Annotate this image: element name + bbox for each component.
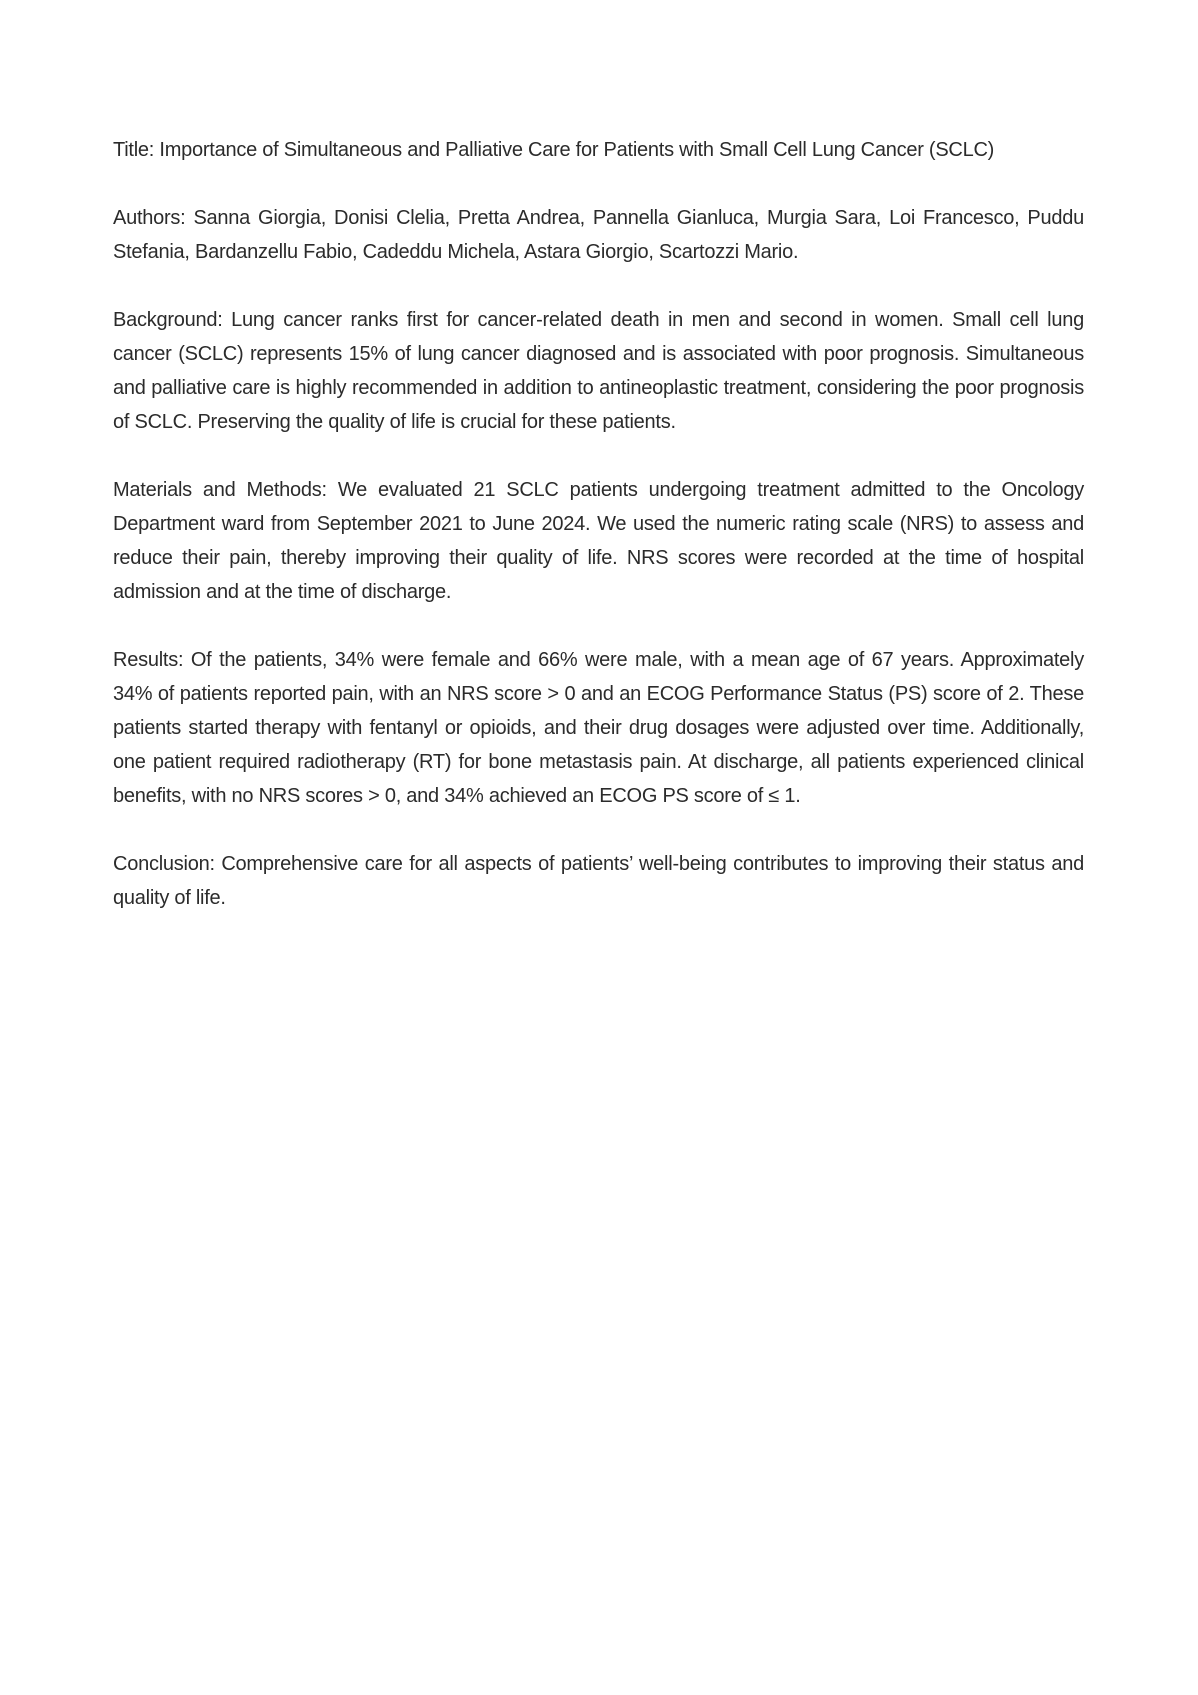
authors-paragraph: Authors: Sanna Giorgia, Donisi Clelia, Pretta Andrea, Pannella Gianluca, Murgia Sara, Loi Francesco, Puddu Stefania, Bardanzellu Fabio, Cadeddu Michela, Astara Giorgio, Scartozzi Mario. bbox=[113, 207, 1084, 263]
document-title: Title: Importance of Simultaneous and Palliative Care for Patients with Small Cell Lung Cancer (SCLC) bbox=[113, 139, 995, 161]
conclusion-paragraph: Conclusion: Comprehensive care for all aspects of patients’ well-being contributes to improving their status and quality of life. bbox=[113, 853, 1084, 909]
background-paragraph: Background: Lung cancer ranks first for cancer-related death in men and second in women. Small cell lung cancer (SCLC) represents 15% of lung cancer diagnosed and is associated with poor prognosis. Simultaneous and palliative care is highly recommended in addition to antineoplastic treatment, considering the poor prognosis of SCLC. Preserving the quality of life is crucial for these patients. bbox=[113, 309, 1084, 433]
results-paragraph: Results: Of the patients, 34% were female and 66% were male, with a mean age of 67 years. Approximately 34% of patients reported pain, with an NRS score > 0 and an ECOG Performance Status (PS) score of 2. These patients started therapy with fentanyl or opioids, and their drug dosages were adjusted over time. Additionally, one patient required radiotherapy (RT) for bone metastasis pain. At discharge, all patients experienced clinical benefits, with no NRS scores > 0, and 34% achieved an ECOG PS score of ≤ 1. bbox=[113, 649, 1084, 807]
materials-methods-paragraph: Materials and Methods: We evaluated 21 SCLC patients undergoing treatment admitted to the Oncology Department ward from September 2021 to June 2024. We used the numeric rating scale (NRS) to assess and reduce their pain, thereby improving their quality of life. NRS scores were recorded at the time of hospital admission and at the time of discharge. bbox=[113, 479, 1084, 603]
